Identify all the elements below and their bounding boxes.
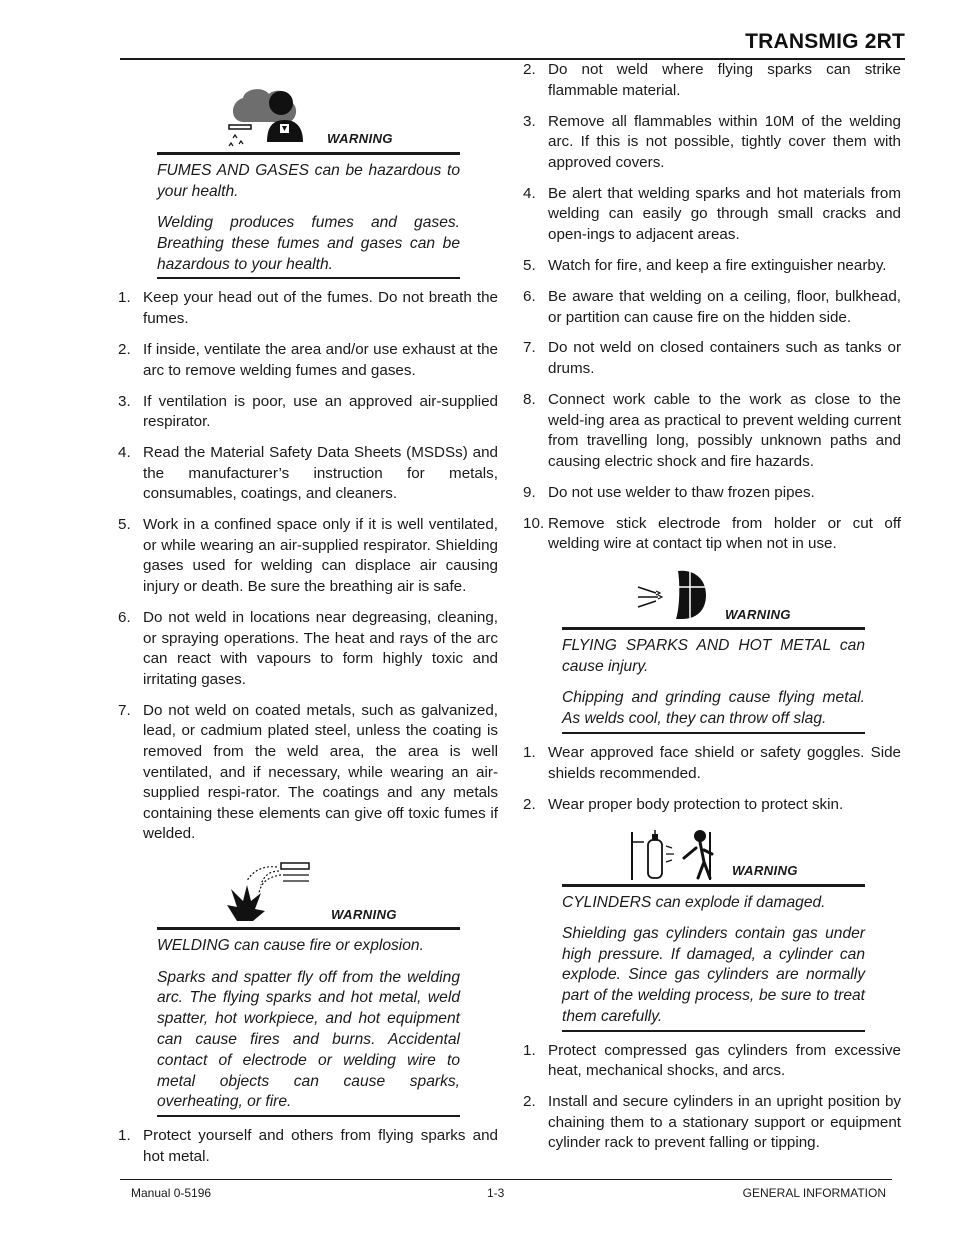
fire-warning-description: Sparks and spatter fly off from the welding arc. The flying sparks and hot metal, weld spatter, hot workpiece, and hot equipment can cause fires and burns. Accidental contact of electrode or welding wire to metal objects can cause sparks, overheating, or fire. [157,968,460,1111]
gas-cylinder-explosion-icon [630,828,714,882]
fumes-warning-heading: FUMES AND GASES can be hazardous to your health. [157,162,460,200]
fire-warning-box [157,855,460,1117]
sparks-precautions-list [523,743,901,815]
list-item: 1. Keep your head out of the fumes. Do not breath the fumes. [118,289,498,327]
cylinder-precautions-list [523,1041,901,1154]
list-item: 3. If ventilation is poor, use an approved air-supplied respirator. [118,392,498,431]
fumes-warning-box [157,60,460,279]
fumes-warning-description: Welding produces fumes and gases. Breathing these fumes and gases can be hazardous to your health. [157,213,460,273]
list-item: 1. Protect yourself and others from flying sparks and hot metal. [118,1127,498,1165]
list-item: 4. Be alert that welding sparks and hot materials from welding can easily go through small cracks and open-ings to adjacent areas. [523,184,901,243]
footer-page-number: 1-3 [487,1186,505,1200]
right-column [523,60,901,1164]
list-item: 1. Wear approved face shield or safety goggles. Side shields recommended. [523,743,901,782]
list-item: 9. Do not use welder to thaw frozen pipes. [523,483,815,501]
cylinder-warning-heading: CYLINDERS can explode if damaged. [562,893,826,911]
fire-precautions-list-left [118,1126,498,1167]
list-item: 4. Read the Material Safety Data Sheets (MSDSs) and the manufacturer’s instruction for metals, consumables, coatings, and cleaners. [118,444,498,503]
sparks-warning-box [562,565,865,734]
warning-bottom-rule [157,277,460,279]
list-item: 3. Remove all flammables within 10M of the welding arc. If this is not possible, tightly cover them with approved covers. [523,112,901,171]
face-shield-sparks-icon [634,567,708,623]
list-item: 7. Do not weld on coated metals, such as galvanized, lead, or cadmium plated steel, unless the coating is removed from the weld area, the area is well ventilated, and if necessary, while wearing an air-supplied respi-rator. The coatings and any metals containing these elements can give off toxic fumes if welded. [118,701,498,843]
warning-bottom-rule [562,1030,865,1032]
sparks-warning-label: WARNING [725,606,791,622]
fire-explosion-icon [221,859,311,925]
fumes-warning-label: WARNING [327,131,393,147]
warning-bottom-rule [562,732,865,734]
fire-warning-heading: WELDING can cause fire or explosion. [157,937,424,955]
list-item: 5. Watch for fire, and keep a fire extinguisher nearby. [523,256,887,274]
footer-rule [120,1179,892,1180]
page-header-title: TRANSMIG 2RT [745,30,905,53]
footer-section-name: GENERAL INFORMATION [742,1186,886,1200]
fire-warning-label: WARNING [331,906,397,922]
fumes-hazard-icon [225,86,305,152]
sparks-warning-heading: FLYING SPARKS AND HOT METAL can cause injury. [562,637,865,676]
fumes-precautions-list [118,288,498,845]
cylinder-warning-label: WARNING [732,862,798,878]
cylinder-warning-description: Shielding gas cylinders contain gas under high pressure. If damaged, a cylinder can explode. Since gas cylinders are normally part of the welding process, be sure to treat them carefully. [562,924,865,1025]
list-item: 6. Be aware that welding on a ceiling, floor, bulkhead, or partition can cause fire on the hidden side. [523,287,901,326]
sparks-warning-description: Chipping and grinding cause flying metal. As welds cool, they can throw off slag. [562,689,865,728]
cylinder-warning-box [562,826,865,1032]
list-item: 2. If inside, ventilate the area and/or use exhaust at the arc to remove welding fumes and gases. [118,340,498,379]
list-item: 2. Install and secure cylinders in an upright position by chaining them to a stationary support or equipment cylinder rack to prevent falling or tipping. [523,1093,901,1152]
warning-bottom-rule [157,1115,460,1117]
list-item: 5. Work in a confined space only if it is well ventilated, or while wearing an air-supplied respirator. Shielding gases used for welding can displace air causing injury or death. Be sure the breathing air is safe. [118,516,498,596]
list-item: 2. Wear proper body protection to protect skin. [523,795,844,813]
list-item: 7. Do not weld on closed containers such as tanks or drums. [523,339,901,378]
left-column [118,60,498,1178]
footer-manual-number: Manual 0-5196 [131,1186,212,1200]
list-item: 2. Do not weld where flying sparks can strike flammable material. [523,61,901,99]
fire-precautions-list-right [523,60,901,555]
list-item: 10. Remove stick electrode from holder or cut off welding wire at contact tip when not in use. [523,514,901,553]
list-item: 8. Connect work cable to the work as close to the weld-ing area as practical to prevent welding current from travelling long, possibly unknown paths and causing electric shock and fire hazards. [523,391,901,470]
list-item: 1. Protect compressed gas cylinders from excessive heat, mechanical shocks, and arcs. [523,1041,901,1080]
list-item: 6. Do not weld in locations near degreasing, cleaning, or spraying operations. The heat and rays of the arc can react with vapours to form highly toxic and irritating gases. [118,609,498,688]
